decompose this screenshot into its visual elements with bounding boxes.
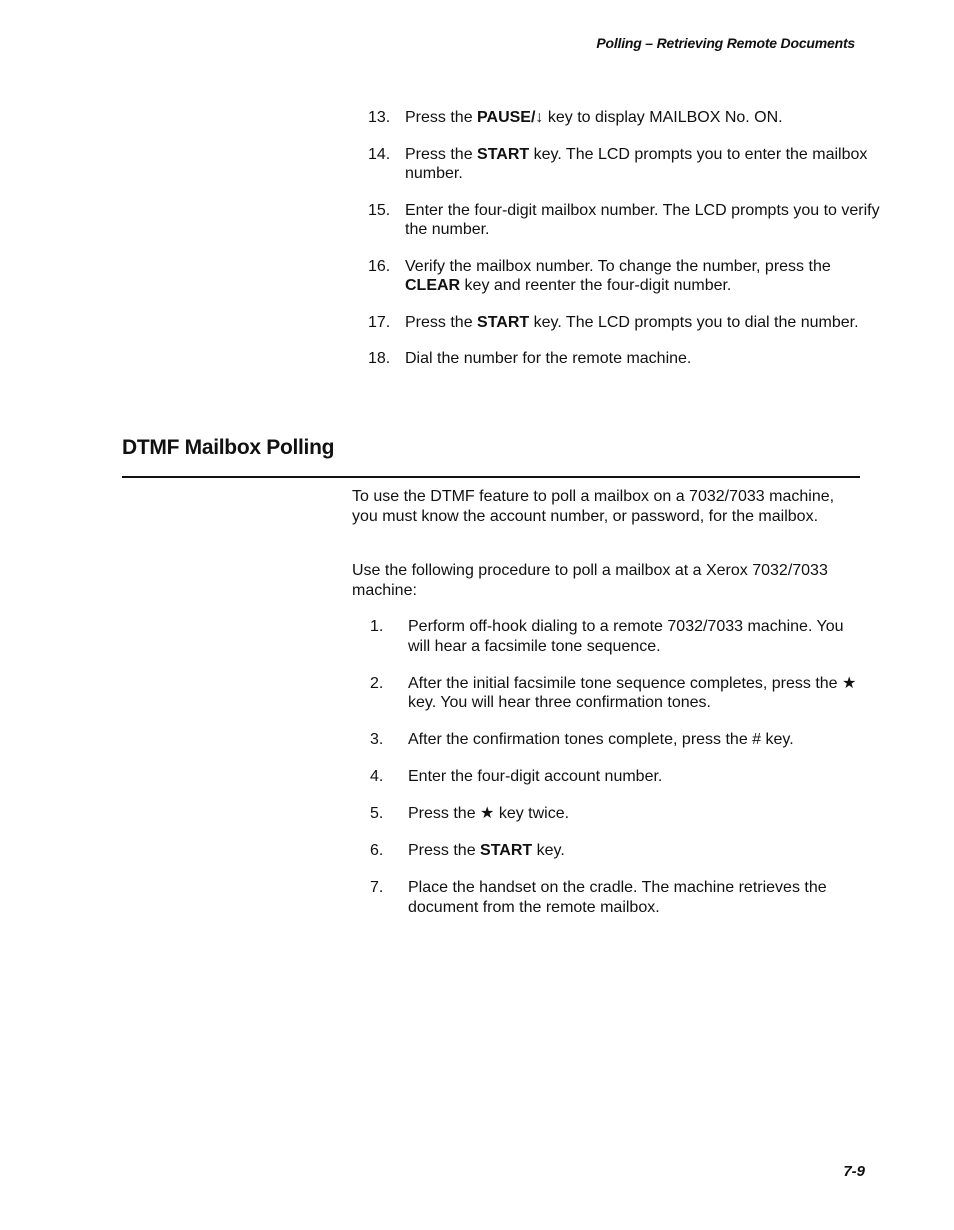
step-text: After the initial facsimile tone sequence completes, press the ★ key. You will hear three confirmation tones.: [408, 674, 857, 711]
intro-paragraph: To use the DTMF feature to poll a mailbox on a 7032/7033 machine, you must know the account number, or password, for the mailbox.: [352, 488, 835, 525]
list-item: [368, 349, 888, 369]
list-item: [368, 257, 888, 296]
key-name: START: [480, 842, 533, 859]
list-item: [370, 841, 870, 861]
step-list-mailbox-polling: [368, 108, 888, 386]
key-name: START: [477, 313, 530, 331]
list-item: [368, 313, 888, 333]
step-list-dtmf-polling: [370, 617, 870, 935]
key-name: PAUSE/↓: [477, 109, 544, 126]
step-number: 15.: [368, 201, 391, 219]
step-text: Press the START key. The LCD prompts you to dial the number.: [405, 313, 859, 331]
step-text: Press the START key.: [408, 842, 565, 859]
step-text: After the confirmation tones complete, press the # key.: [408, 731, 794, 748]
section-divider: [122, 476, 860, 478]
page-number: 7-9: [843, 1163, 865, 1180]
step-number: 1.: [370, 618, 384, 635]
key-name: START: [477, 145, 530, 163]
list-item: [370, 617, 870, 656]
list-item: [370, 767, 870, 787]
step-number: 6.: [370, 842, 384, 859]
step-number: 3.: [370, 731, 384, 748]
list-item: [370, 674, 870, 713]
step-number: 5.: [370, 805, 384, 822]
list-item: [370, 804, 870, 824]
step-number: 14.: [368, 145, 391, 163]
step-number: 4.: [370, 768, 384, 785]
step-text: Verify the mailbox number. To change the number, press the CLEAR key and reenter the four-digit number.: [405, 257, 831, 294]
key-name: CLEAR: [405, 277, 461, 294]
step-text: Press the ★ key twice.: [408, 805, 570, 822]
list-item: [368, 201, 888, 240]
list-item: [370, 878, 870, 917]
step-number: 13.: [368, 109, 391, 126]
step-number: 18.: [368, 350, 391, 367]
step-text: Enter the four-digit account number.: [408, 768, 663, 785]
step-text: Place the handset on the cradle. The machine retrieves the document from the remote mailbox.: [408, 879, 827, 916]
list-item: [368, 145, 888, 184]
running-header: Polling – Retrieving Remote Documents: [596, 35, 855, 51]
step-number: 17.: [368, 313, 391, 331]
section-title: DTMF Mailbox Polling: [122, 436, 335, 459]
step-number: 2.: [370, 674, 384, 692]
step-text: Dial the number for the remote machine.: [405, 350, 692, 367]
step-number: 7.: [370, 879, 384, 896]
step-text: Enter the four-digit mailbox number. The LCD prompts you to verify the number.: [405, 201, 880, 238]
step-text: Press the START key. The LCD prompts you to enter the mailbox number.: [405, 145, 868, 182]
step-text: Press the PAUSE/↓ key to display MAILBOX No. ON.: [405, 109, 783, 126]
step-number: 16.: [368, 257, 391, 275]
list-item: [368, 108, 888, 128]
procedure-intro-paragraph: Use the following procedure to poll a mailbox at a Xerox 7032/7033 machine:: [352, 562, 828, 599]
list-item: [370, 730, 870, 750]
step-text: Perform off-hook dialing to a remote 7032/7033 machine. You will hear a facsimile tone sequence.: [408, 618, 844, 655]
